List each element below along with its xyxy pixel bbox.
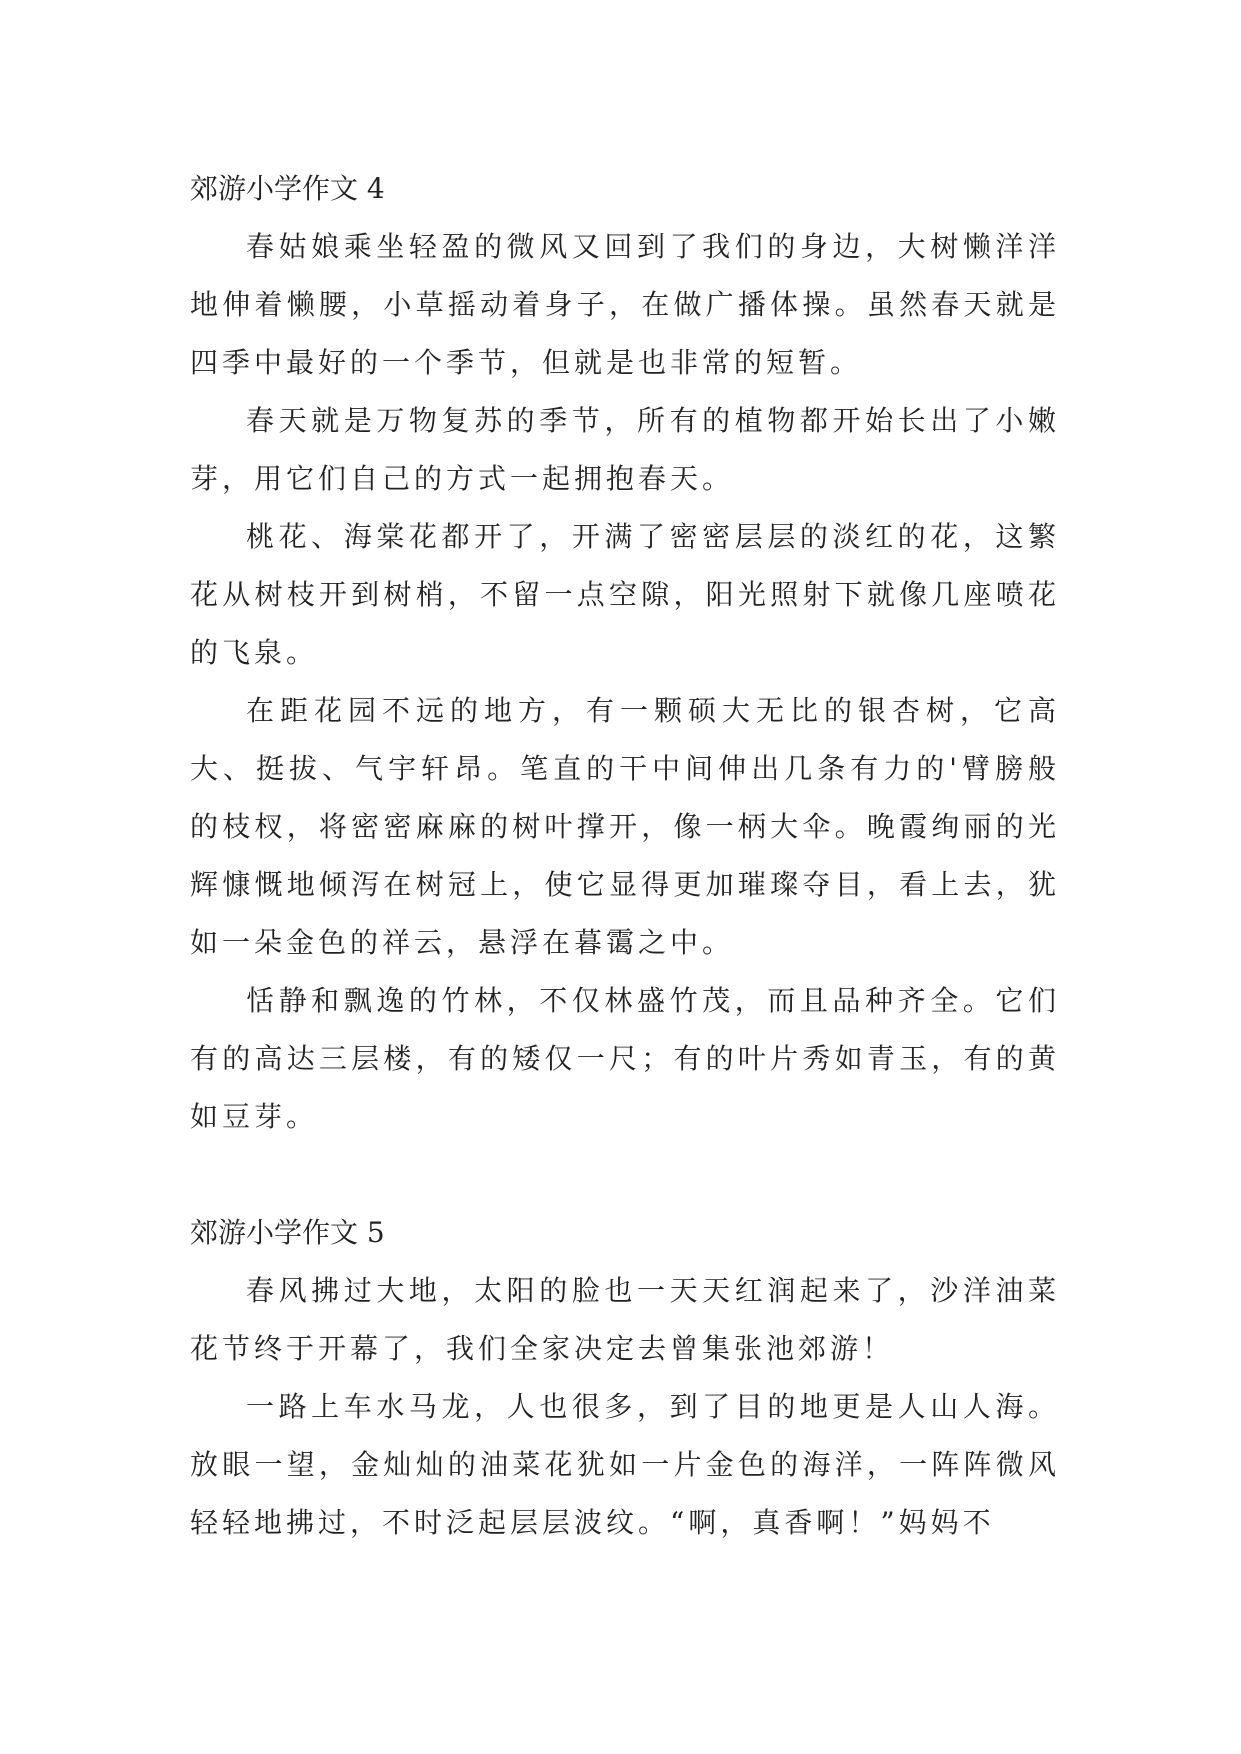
essay-title: 郊游小学作文 5 — [190, 1216, 385, 1249]
paragraph: 桃花、海棠花都开了，开满了密密层层的淡红的花，这繁花从树枝开到树梢，不留一点空隙，阳光照射下就像几座喷花的飞泉。 — [190, 520, 1060, 669]
section-spacer — [190, 1146, 1060, 1204]
essay-section-5 — [190, 1204, 1060, 1552]
paragraph: 春天就是万物复苏的季节，所有的植物都开始长出了小嫩芽，用它们自己的方式一起拥抱春天。 — [190, 404, 1060, 495]
paragraph: 春风拂过大地，太阳的脸也一天天红润起来了，沙洋油菜花节终于开幕了，我们全家决定去曾集张池郊游！ — [190, 1274, 1060, 1365]
essay-section-4 — [190, 160, 1060, 1146]
document-body — [190, 160, 1060, 1552]
essay-title: 郊游小学作文 4 — [190, 172, 385, 205]
paragraph: 春姑娘乘坐轻盈的微风又回到了我们的身边，大树懒洋洋地伸着懒腰，小草摇动着身子，在做广播体操。虽然春天就是四季中最好的一个季节，但就是也非常的短暂。 — [190, 230, 1060, 379]
paragraph: 恬静和飘逸的竹林，不仅林盛竹茂，而且品种齐全。它们有的高达三层楼，有的矮仅一尺；有的叶片秀如青玉，有的黄如豆芽。 — [190, 984, 1060, 1133]
paragraph: 在距花园不远的地方，有一颗硕大无比的银杏树，它高大、挺拔、气宇轩昂。笔直的干中间伸出几条有力的'臂膀般的枝杈，将密密麻麻的树叶撑开，像一柄大伞。晚霞绚丽的光辉慷慨地倾泻在树冠上，使它显得更加璀璨夺目，看上去，犹如一朵金色的祥云，悬浮在暮霭之中。 — [190, 694, 1060, 959]
paragraph: 一路上车水马龙，人也很多，到了目的地更是人山人海。放眼一望，金灿灿的油菜花犹如一片金色的海洋，一阵阵微风轻轻地拂过，不时泛起层层波纹。“啊，真香啊！”妈妈不 — [190, 1390, 1060, 1539]
